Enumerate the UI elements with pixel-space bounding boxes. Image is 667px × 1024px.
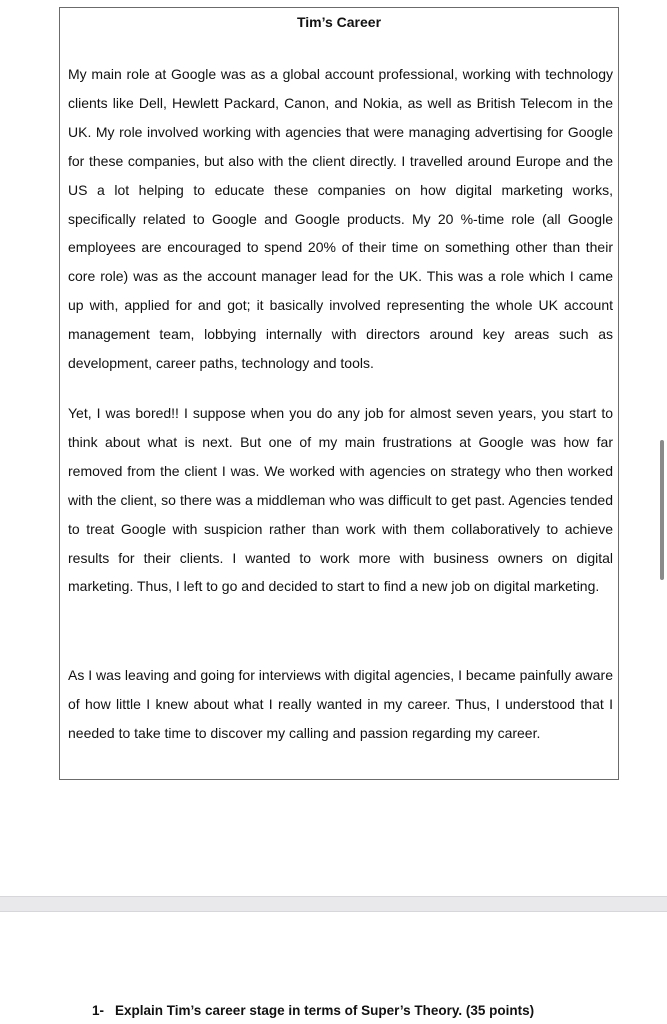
- paragraph-2: Yet, I was bored!! I suppose when you do any job for almost seven years, you start to think about what is next. But one of my main frustrations at Google was how far removed from the client I was. We worked with agencies on strategy who then worked with the client, so there was a middleman who was difficult to get past. Agencies tended to treat Google with suspicion rather than work with them collaboratively to achieve results for their clients. I wanted to work more with business owners on digital marketing. Thus, I left to go and decided to start to find a new job on digital marketing.: [68, 405, 613, 595]
- question-text: Explain Tim’s career stage in terms of Super’s Theory. (35 points): [115, 1003, 535, 1018]
- page-separator: [0, 896, 667, 912]
- case-study-title: Tim’s Career: [296, 14, 382, 30]
- scrollbar-thumb[interactable]: [660, 440, 664, 580]
- paragraph-3: As I was leaving and going for interviews with digital agencies, I became painfully aware of how little I knew about what I really wanted in my career. Thus, I understood that I needed to take time to discover my calling and passion regarding my career.: [68, 667, 613, 741]
- case-study-box: [59, 7, 619, 780]
- question-1: [92, 1002, 534, 1020]
- question-number: 1-: [92, 1003, 105, 1018]
- paragraph-1: My main role at Google was as a global account professional, working with technology clients like Dell, Hewlett Packard, Canon, and Nokia, as well as British Telecom in the UK. My role involved working with agencies that were managing advertising for Google for these companies, but also with the client directly. I travelled around Europe and the US a lot helping to educate these companies on how digital marketing works, specifically related to Google and Google products. My 20 %-time role (all Google employees are encouraged to spend 20% of their time on something other than their core role) was as the account manager lead for the UK. This was a role which I came up with, applied for and got; it basically involved representing the whole UK account management team, lobbying internally with directors around key areas such as development, career paths, technology and tools.: [68, 66, 613, 372]
